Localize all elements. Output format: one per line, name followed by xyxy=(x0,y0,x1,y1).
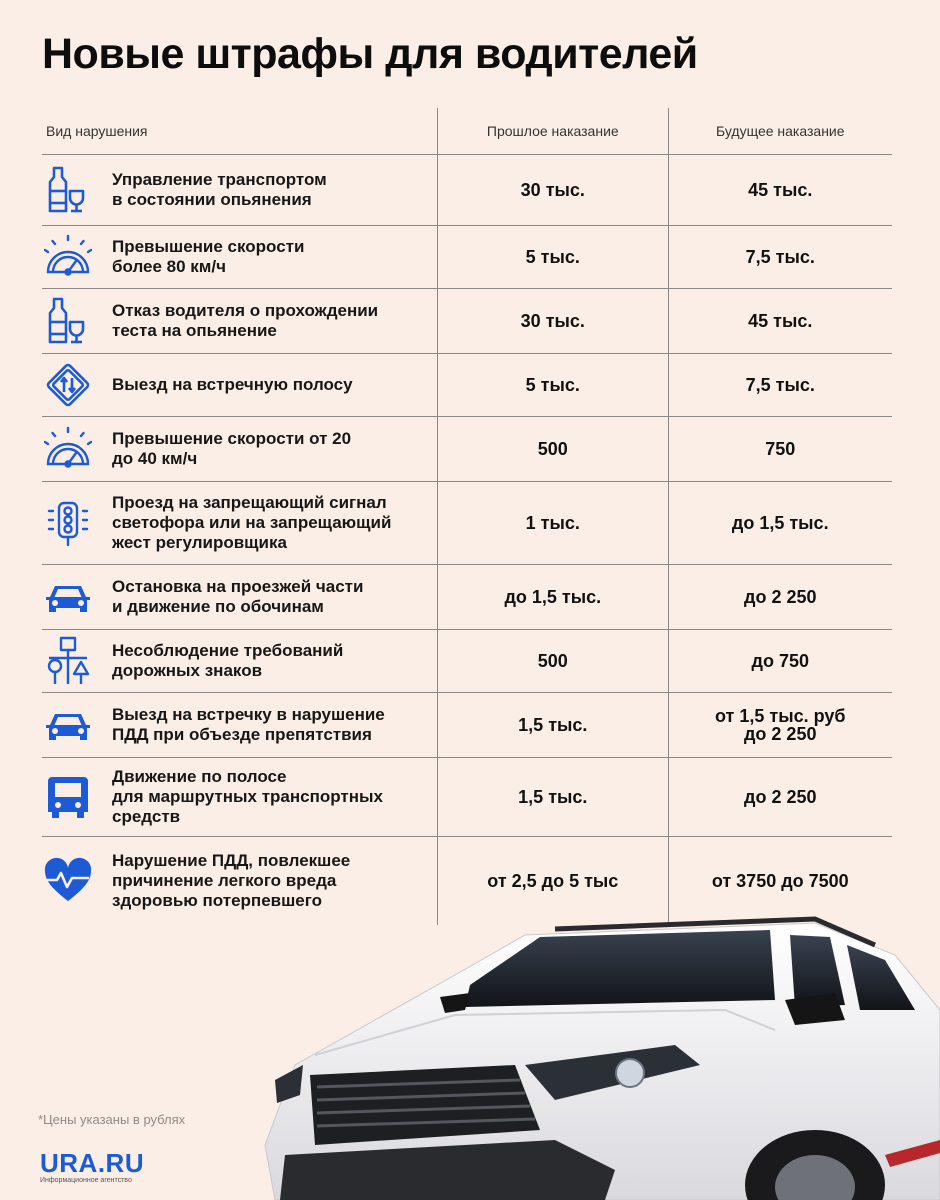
table-header xyxy=(42,108,892,155)
car-icon xyxy=(42,699,94,751)
table-row xyxy=(42,354,892,417)
past-penalty-cell: 1,5 тыс. xyxy=(437,758,667,836)
violation-text: Превышение скорости более 80 км/ч xyxy=(112,237,305,276)
speedometer-icon xyxy=(42,423,94,475)
future-penalty-cell: 7,5 тыс. xyxy=(668,354,892,416)
violation-cell xyxy=(42,693,437,757)
violation-cell xyxy=(42,482,437,564)
future-penalty-cell: до 1,5 тыс. xyxy=(668,482,892,564)
violation-cell xyxy=(42,289,437,353)
table-row xyxy=(42,693,892,758)
past-penalty-cell: 30 тыс. xyxy=(437,155,667,225)
table-row xyxy=(42,417,892,482)
table-row xyxy=(42,837,892,925)
violation-text: Нарушение ПДД, повлекшее причинение легкого вреда здоровью потерпевшего xyxy=(112,851,351,910)
future-penalty-cell: 45 тыс. xyxy=(668,155,892,225)
alcohol-bottle-glass-icon xyxy=(42,295,94,347)
past-penalty-cell: до 1,5 тыс. xyxy=(437,565,667,629)
future-penalty-cell: до 2 250 xyxy=(668,565,892,629)
past-penalty-cell: 500 xyxy=(437,417,667,481)
header-past: Прошлое наказание xyxy=(437,108,667,154)
bus-icon xyxy=(42,771,94,823)
past-penalty-cell: 1 тыс. xyxy=(437,482,667,564)
violation-cell xyxy=(42,758,437,836)
future-penalty-cell: 7,5 тыс. xyxy=(668,226,892,288)
table-row xyxy=(42,565,892,630)
car-icon xyxy=(42,571,94,623)
violation-cell xyxy=(42,837,437,925)
page-title: Новые штрафы для водителей xyxy=(42,30,698,78)
traffic-light-icon xyxy=(42,497,94,549)
table-row xyxy=(42,155,892,226)
violation-text: Управление транспортом в состоянии опьянения xyxy=(112,170,327,209)
header-violation: Вид нарушения xyxy=(46,123,148,139)
violation-cell xyxy=(42,226,437,288)
alcohol-bottle-glass-icon xyxy=(42,164,94,216)
future-penalty-cell: до 750 xyxy=(668,630,892,692)
future-penalty-cell: от 3750 до 7500 xyxy=(668,837,892,925)
future-penalty-cell: 750 xyxy=(668,417,892,481)
future-penalty-cell: до 2 250 xyxy=(668,758,892,836)
violation-text: Несоблюдение требований дорожных знаков xyxy=(112,641,344,680)
suv-car-image xyxy=(255,915,940,1200)
speedometer-icon xyxy=(42,231,94,283)
violation-text: Остановка на проезжей части и движение по обочинам xyxy=(112,577,364,616)
violation-cell xyxy=(42,417,437,481)
road-signs-icon xyxy=(42,635,94,687)
past-penalty-cell: 5 тыс. xyxy=(437,226,667,288)
violation-text: Выезд на встречную полосу xyxy=(112,375,353,394)
past-penalty-cell: от 2,5 до 5 тыс xyxy=(437,837,667,925)
header-future: Будущее наказание xyxy=(668,108,892,154)
violation-text: Проезд на запрещающий сигнал светофора или на запрещающий жест регулировщика xyxy=(112,493,392,552)
violation-text: Превышение скорости от 20 до 40 км/ч xyxy=(112,429,352,468)
past-penalty-cell: 1,5 тыс. xyxy=(437,693,667,757)
oncoming-lane-sign-icon xyxy=(42,359,94,411)
table-row xyxy=(42,289,892,354)
past-penalty-cell: 500 xyxy=(437,630,667,692)
past-penalty-cell: 5 тыс. xyxy=(437,354,667,416)
violation-cell xyxy=(42,630,437,692)
logo-tagline: Информационное агентство xyxy=(40,1177,132,1184)
future-penalty-cell: от 1,5 тыс. руб до 2 250 xyxy=(668,693,892,757)
violation-cell xyxy=(42,354,437,416)
fines-table xyxy=(42,108,892,925)
future-penalty-cell: 45 тыс. xyxy=(668,289,892,353)
heart-pulse-icon xyxy=(42,855,94,907)
table-row xyxy=(42,226,892,289)
violation-text: Отказ водителя о прохождении теста на опьянение xyxy=(112,301,379,340)
logo xyxy=(40,1150,144,1184)
violation-text: Выезд на встречку в нарушение ПДД при объезде препятствия xyxy=(112,705,385,744)
table-row xyxy=(42,630,892,693)
table-row xyxy=(42,758,892,837)
table-body xyxy=(42,155,892,925)
logo-name: URA.RU xyxy=(40,1148,145,1178)
footnote: *Цены указаны в рублях xyxy=(38,1112,186,1127)
violation-cell xyxy=(42,565,437,629)
violation-text: Движение по полосе для маршрутных транспортных средств xyxy=(112,767,383,826)
table-row xyxy=(42,482,892,565)
violation-cell xyxy=(42,155,437,225)
past-penalty-cell: 30 тыс. xyxy=(437,289,667,353)
